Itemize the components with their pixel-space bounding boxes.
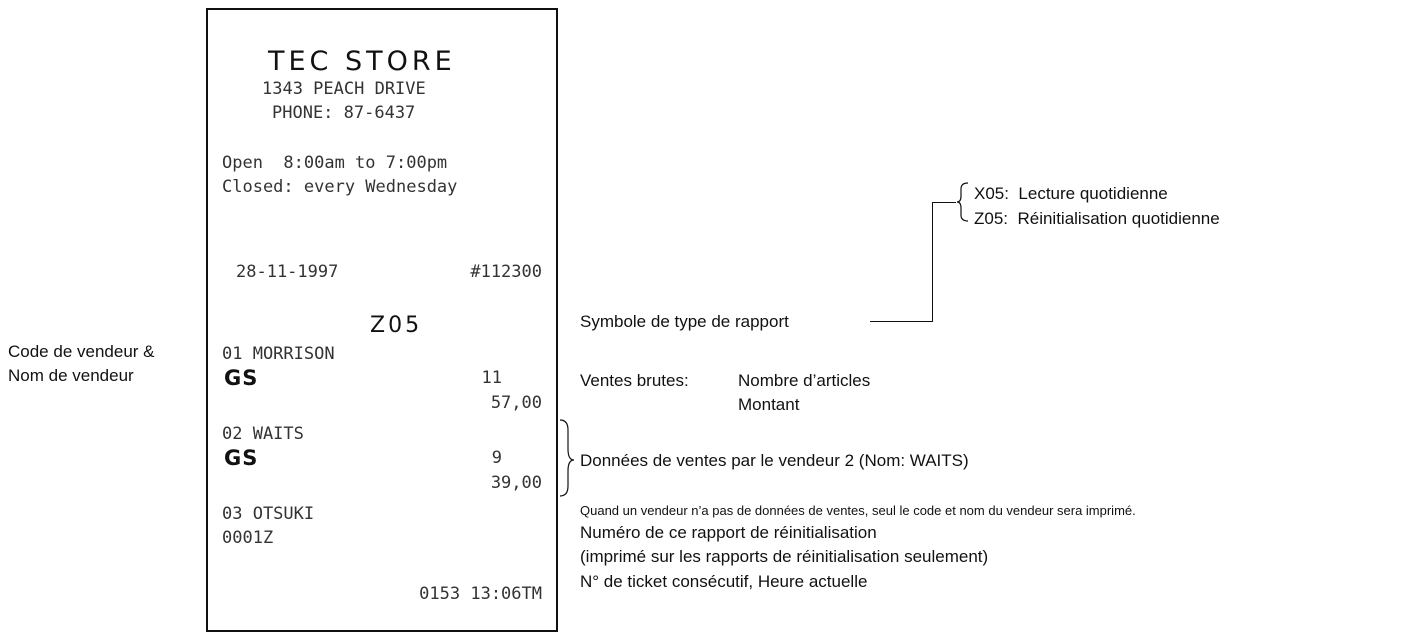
- hours-line1: Open 8:00am to 7:00pm: [222, 153, 448, 173]
- x05-label: X05: Lecture quotidienne: [974, 184, 1168, 203]
- store-name: TEC STORE: [268, 46, 456, 77]
- hours-line2: Closed: every Wednesday: [222, 177, 458, 197]
- no-sales-note: Quand un vendeur n’a pas de données de ventes, seul le code et nom du vendeur sera imprimé.: [580, 503, 1136, 518]
- reset-number-note: (imprimé sur les rapports de réinitialisation seulement): [580, 547, 989, 566]
- store-address: 1343 PEACH DRIVE: [262, 79, 426, 99]
- reset-counter: 0001Z: [222, 528, 274, 548]
- gross-sales-items: Nombre d’articles: [738, 371, 871, 390]
- connector-horizontal-top: [932, 202, 956, 203]
- clerk2-brace: [558, 418, 576, 498]
- receipt-footer: 0153 13:06TM: [419, 584, 542, 604]
- receipt-date: 28-11-1997: [236, 262, 339, 282]
- receipt: [206, 8, 558, 632]
- gross-sales-amount: Montant: [738, 395, 800, 414]
- clerk-name-label: Nom de vendeur: [8, 366, 134, 385]
- reset-number-label: Numéro de ce rapport de réinitialisation: [580, 523, 877, 542]
- clerk3-code-name: 03 OTSUKI: [222, 504, 315, 524]
- clerk1-code-name: 01 MORRISON: [222, 344, 335, 364]
- clerk2-amount: 39,00: [490, 473, 542, 493]
- clerk1-gs-label: GS: [224, 366, 259, 390]
- clerk2-data-label: Données de ventes par le vendeur 2 (Nom: WAITS): [580, 451, 969, 470]
- connector-horizontal-bottom: [870, 321, 933, 322]
- report-type-label: Symbole de type de rapport: [580, 312, 789, 331]
- ticket-time-label: N° de ticket consécutif, Heure actuelle: [580, 572, 868, 591]
- clerk1-count: 11: [481, 368, 502, 388]
- report-type-brace: [956, 181, 972, 225]
- receipt-number: #112300: [470, 262, 542, 282]
- gross-sales-label: Ventes brutes:: [580, 371, 689, 390]
- clerk1-amount: 57,00: [490, 393, 542, 413]
- store-phone: PHONE: 87-6437: [272, 103, 416, 123]
- report-symbol: Z05: [370, 313, 423, 338]
- clerk2-gs-label: GS: [224, 446, 259, 470]
- z05-label: Z05: Réinitialisation quotidienne: [974, 209, 1220, 228]
- clerk-code-label: Code de vendeur &: [8, 342, 155, 361]
- connector-vertical: [932, 202, 933, 322]
- clerk2-count: 9: [491, 448, 502, 468]
- clerk2-code-name: 02 WAITS: [222, 424, 304, 444]
